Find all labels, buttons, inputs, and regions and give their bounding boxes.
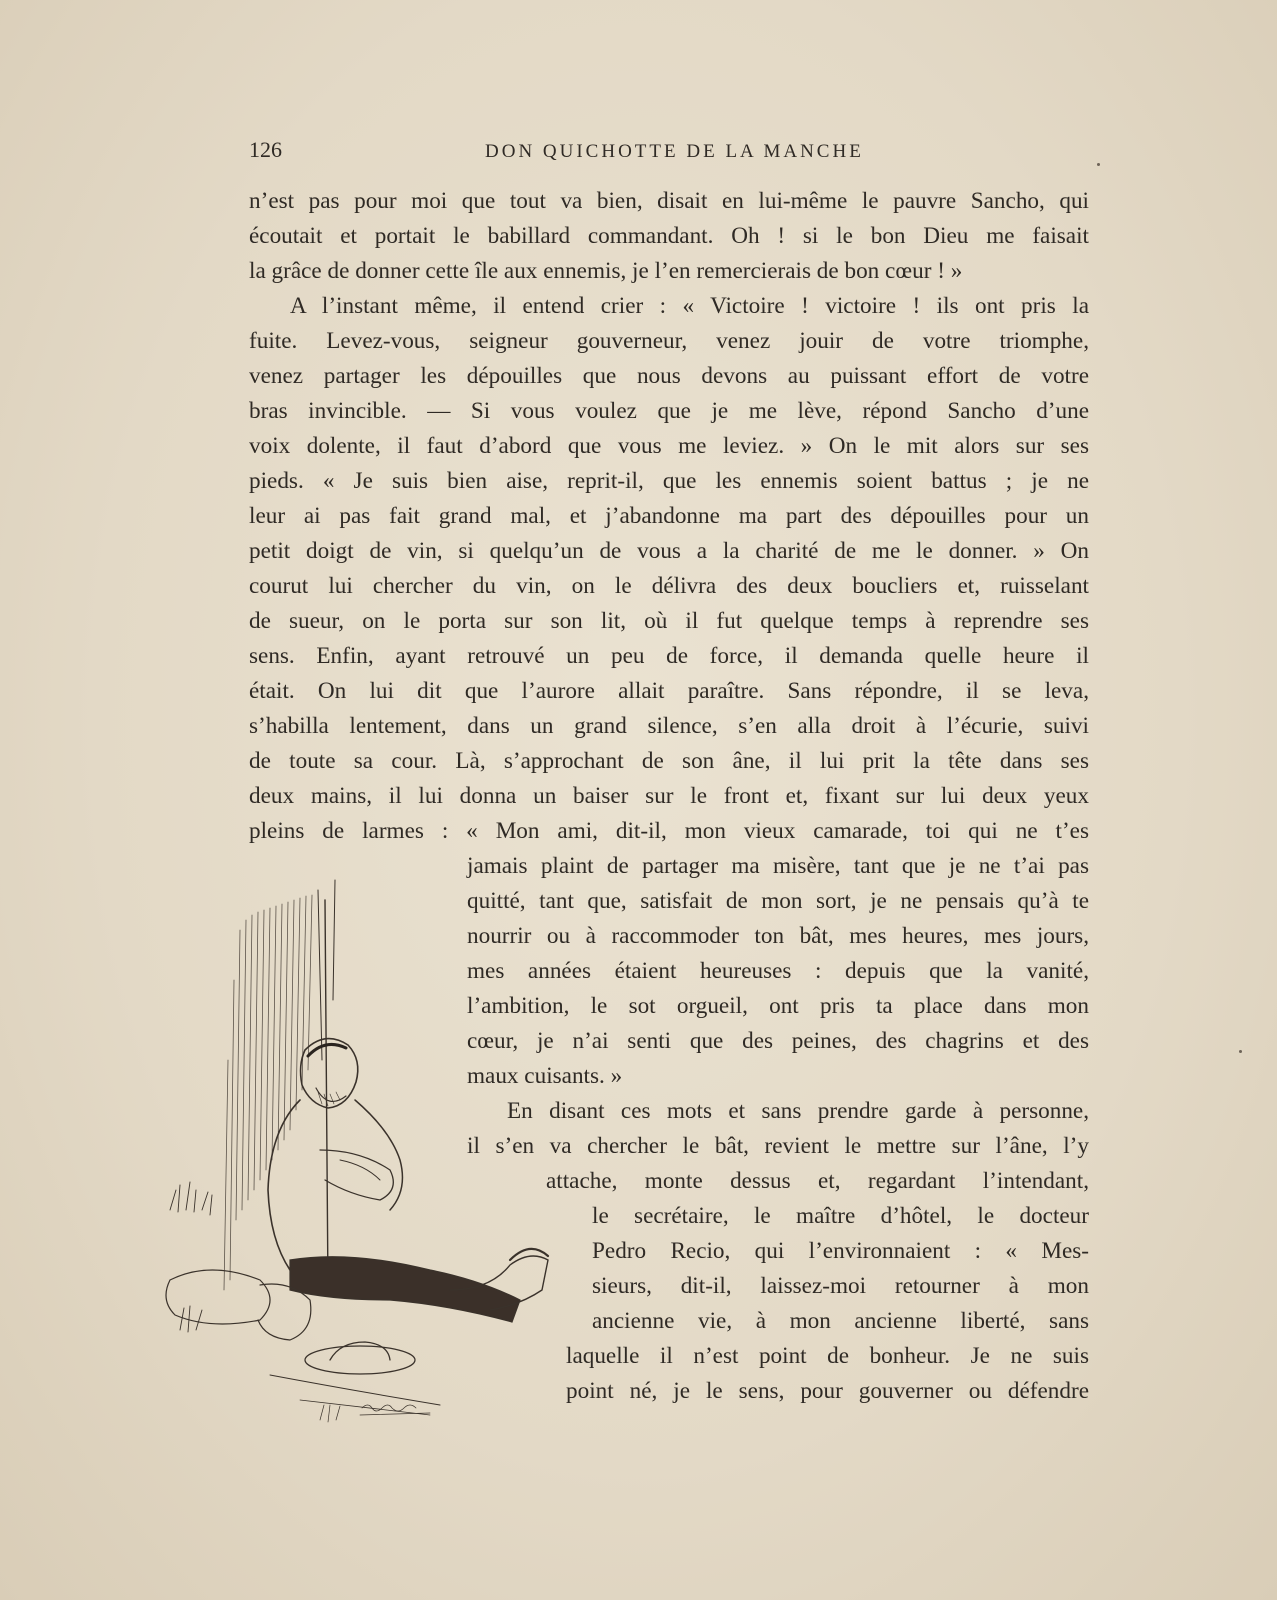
text-line: il s’en va chercher le bât, revient le mettre sur l’âne, l’y (467, 1133, 1089, 1159)
page-header (249, 137, 1089, 169)
text-line: pleins de larmes : « Mon ami, dit-il, mon vieux camarade, toi qui ne t’es (249, 818, 1089, 844)
text-line: bras invincible. — Si vous voulez que je me lève, répond Sancho d’une (249, 398, 1089, 424)
text-line: voix dolente, il faut d’abord que vous me leviez. » On le mit alors sur ses (249, 433, 1089, 459)
text-line: sieurs, dit-il, laissez-moi retourner à mon (592, 1273, 1089, 1299)
text-line: mes années étaient heureuses : depuis que la vanité, (467, 958, 1089, 984)
text-line: petit doigt de vin, si quelqu’un de vous a la charité de me le donner. » On (249, 538, 1089, 564)
text-line: était. On lui dit que l’aurore allait paraître. Sans répondre, il se leva, (249, 678, 1089, 704)
paper-speck (1239, 1050, 1242, 1053)
text-line: A l’instant même, il entend crier : « Victoire ! victoire ! ils ont pris la (290, 293, 1089, 319)
text-line: cœur, je n’ai senti que des peines, des chagrins et des (467, 1028, 1089, 1054)
text-line: de sueur, on le porta sur son lit, où il fut quelque temps à reprendre ses (249, 608, 1089, 634)
text-line: leur ai pas fait grand mal, et j’abandonne ma part des dépouilles pour un (249, 503, 1089, 529)
text-line: le secrétaire, le maître d’hôtel, le docteur (592, 1203, 1089, 1229)
text-line: attache, monte dessus et, regardant l’intendant, (546, 1168, 1089, 1194)
text-line: la grâce de donner cette île aux ennemis, je l’en remercierais de bon cœur ! » (249, 258, 963, 284)
text-line: écoutait et portait le babillard commandant. Oh ! si le bon Dieu me faisait (249, 223, 1089, 249)
text-line: fuite. Levez-vous, seigneur gouverneur, venez jouir de votre triomphe, (249, 328, 1089, 354)
text-line: n’est pas pour moi que tout va bien, disait en lui-même le pauvre Sancho, qui (249, 188, 1089, 214)
text-line: deux mains, il lui donna un baiser sur le front et, fixant sur lui deux yeux (249, 783, 1089, 809)
text-line: laquelle il n’est point de bonheur. Je ne suis (566, 1343, 1089, 1369)
text-line: maux cuisants. » (467, 1063, 623, 1089)
text-line: Pedro Recio, qui l’environnaient : « Mes- (592, 1238, 1089, 1264)
text-line: En disant ces mots et sans prendre garde à personne, (507, 1098, 1089, 1124)
running-title: DON QUICHOTTE DE LA MANCHE (485, 141, 864, 162)
text-line: point né, je le sens, pour gouverner ou défendre (566, 1378, 1089, 1404)
text-line: s’habilla lentement, dans un grand silence, s’en alla droit à l’écurie, suivi (249, 713, 1089, 739)
text-line: l’ambition, le sot orgueil, ont pris ta place dans mon (467, 993, 1089, 1019)
page-number: 126 (249, 137, 282, 162)
text-line: pieds. « Je suis bien aise, reprit-il, que les ennemis soient battus ; je ne (249, 468, 1089, 494)
text-line: de toute sa cour. Là, s’approchant de son âne, il lui prit la tête dans ses (249, 748, 1089, 774)
text-line: nourrir ou à raccommoder ton bât, mes heures, mes jours, (467, 923, 1089, 949)
paper-speck (1097, 163, 1100, 166)
text-line: ancienne vie, à mon ancienne liberté, sans (592, 1308, 1089, 1334)
text-line: quitté, tant que, satisfait de mon sort, je ne pensais qu’à te (467, 888, 1089, 914)
text-line: jamais plaint de partager ma misère, tant que je ne t’ai pas (467, 853, 1089, 879)
sancho-sitting-illustration (150, 860, 550, 1460)
text-line: venez partager les dépouilles que nous devons au puissant effort de votre (249, 363, 1089, 389)
text-line: sens. Enfin, ayant retrouvé un peu de force, il demanda quelle heure il (249, 643, 1089, 669)
text-line: courut lui chercher du vin, on le délivra des deux boucliers et, ruisselant (249, 573, 1089, 599)
